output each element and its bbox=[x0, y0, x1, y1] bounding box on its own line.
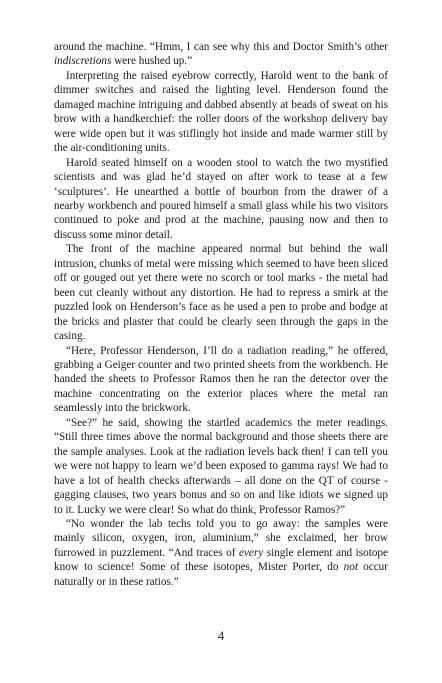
text-run: The front of the machine appeared normal but behind the wall intrusion, chunks of metal were missing which seemed to have been sliced off or gouged out yet there were no scorch or tool marks - the metal had been cut cleanly without any distortion. He had to repress a smirk at the puzzled look on Henderson’s face as he used a pen to probe and bodge at the bricks and plaster that could be clearly seen through the gaps in the casing. bbox=[54, 243, 388, 343]
paragraph-p2 bbox=[54, 69, 388, 156]
text-run: Interpreting the raised eyebrow correctly, Harold went to the bank of dimmer switches and raised the lighting level. Henderson found the damaged machine intriguing and dabbed absently at beads of sweat on his brow with a handkerchief: the roller doors of the workshop delivery bay were wide open but it was stiflingly hot inside and made warmer still by the air-conditioning units. bbox=[54, 69, 388, 155]
text-run: occur naturally or in these ratios.” bbox=[54, 561, 388, 588]
page-number: 4 bbox=[217, 628, 225, 643]
paragraph-p5 bbox=[54, 344, 388, 416]
italic-text: not bbox=[343, 561, 358, 574]
italic-text: indiscretions bbox=[54, 55, 112, 68]
page-body bbox=[54, 40, 388, 589]
text-run: “See?” he said, showing the startled academics the meter readings. “Still three times above the normal background and those sheets there are the sample analyses. Look at the radiation levels back then! I can tell you we were not happy to learn we’d been exposed to gamma rays! We had to have a lot of health checks afterwards – all done on the QT of course - gagging clauses, two years bonus and so on and like idiots we signed up to it. Lucky we were clear! So what do think, Professor Ramos?” bbox=[54, 416, 388, 516]
text-run: around the machine. “Hmm, I can see why this and Doctor Smith’s other bbox=[54, 41, 388, 53]
italic-text: every bbox=[238, 546, 264, 559]
text-run: “Here, Professor Henderson, I’ll do a radiation reading,” he offered, grabbing a Geiger counter and two printed sheets from the workbench. He handed the sheets to Professor Ramos then he ran the detector over the machine concentrating on the exterior places where the metal ran seamlessly into the brickwork. bbox=[54, 344, 388, 415]
paragraph-p3 bbox=[54, 156, 388, 243]
text-run: Harold seated himself on a wooden stool to watch the two mystified scientists and was glad he’d stayed on after work to tease at a few ‘sculptures’. He unearthed a bottle of bourbon from the drawer of a nearby workbench and poured himself a small glass while his two visitors continued to poke and prod at the machine, pausing now and then to discuss some minor detail. bbox=[54, 156, 388, 241]
paragraph-p1 bbox=[54, 40, 388, 69]
paragraph-p4 bbox=[54, 242, 388, 343]
text-run: single element and isotope know to science! Some of these isotopes, Mister Porter, do bbox=[54, 546, 388, 574]
paragraph-p6 bbox=[54, 416, 388, 517]
text-run: “No wonder the lab techs told you to go away: the samples were mainly silicon, oxygen, iron, aluminium,” she exclaimed, her brow furrowed in puzzlement. “And traces of bbox=[54, 517, 388, 559]
text-run: were hushed up.” bbox=[111, 55, 193, 68]
paragraph-p7 bbox=[54, 517, 388, 589]
